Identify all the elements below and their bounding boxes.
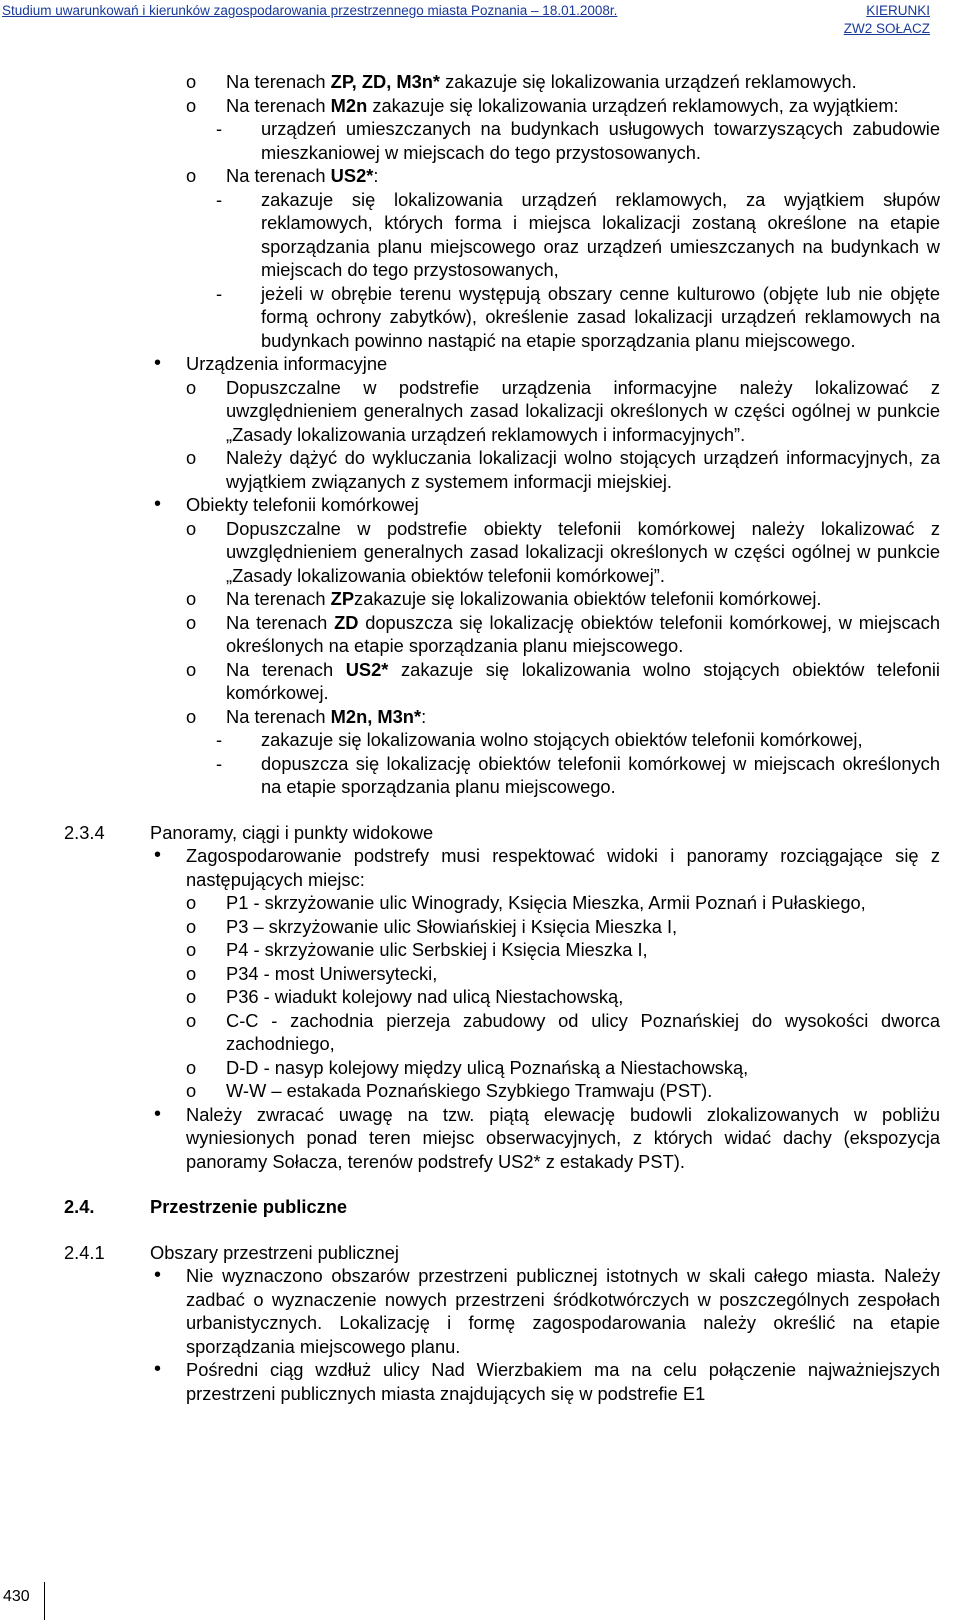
list-item: o Na terenach M2n, M3n*: — [186, 705, 427, 727]
bullet-marker: • — [154, 844, 162, 866]
circle-marker: o — [186, 588, 197, 609]
info-devices-heading: Urządzenia informacyjne — [186, 353, 388, 374]
bullet-item: • Należy zwracać uwagę na tzw. piątą elewację budowli zlokalizowanych w pobliżu wyniesionych ponad teren miejsc obserwacyjnych, z których widać dachy (ekspozycja panoramy Sołacza, terenów podstrefy US2* z estakady PST). — [154, 1102, 940, 1172]
bullet-marker: • — [154, 1102, 162, 1125]
circle-marker: o — [186, 376, 197, 398]
circle-marker: o — [186, 165, 197, 186]
section-title: Obszary przestrzeni publicznej — [150, 1241, 399, 1263]
header-document-title: Studium uwarunkowań i kierunków zagospodarowania przestrzennego miasta Poznania – 18.01.2008r. — [2, 3, 618, 18]
bullet-item — [0, 352, 960, 376]
dash-marker: - — [216, 188, 223, 210]
dash-marker: - — [216, 752, 223, 774]
list-item: o W-W – estakada Poznańskiego Szybkiego Tramwaju (PST). — [186, 1080, 713, 1101]
dash-item: - dopuszcza się lokalizację obiektów telefonii komórkowej w miejscach określonych na etapie sporządzania planu miejscowego. — [216, 752, 940, 797]
circle-marker: o — [186, 892, 197, 913]
circle-marker: o — [186, 986, 197, 1007]
telecom-heading: Obiekty telefonii komórkowej — [186, 494, 419, 515]
list-item: o Dopuszczalne w podstrefie obiekty telefonii komórkowej należy lokalizować z uwzględnieniem generalnych zasad lokalizacji określonych w części ogólnej w punkcie „Zasady lokalizowania obiektów telefonii komórkowej”. — [186, 517, 940, 586]
dash-marker: - — [216, 729, 223, 750]
circle-marker: o — [186, 1080, 197, 1101]
circle-marker: o — [186, 517, 197, 539]
list-item: o P4 - skrzyżowanie ulic Serbskiej i Księcia Mieszka I, — [186, 939, 648, 960]
list-item: o Na terenach US2* zakazuje się lokalizowania wolno stojących obiektów telefonii komórkowej. — [186, 658, 940, 703]
dash-item: - zakazuje się lokalizowania wolno stojących obiektów telefonii komórkowej, — [216, 729, 863, 750]
header-subsection-label: ZW2 SOŁACZ — [843, 21, 930, 36]
page-number-rule — [44, 1582, 45, 1620]
section-number: 2.4. — [64, 1196, 95, 1217]
list-item: o Dopuszczalne w podstrefie urządzenia informacyjne należy lokalizować z uwzględnieniem generalnych zasad lokalizacji określonych w części ogólnej w punkcie „Zasady lokalizowania urządzeń reklamowych i informacyjnych”. — [186, 376, 940, 445]
circle-marker: o — [186, 1009, 197, 1031]
bullet-marker: • — [154, 1264, 162, 1286]
list-item: o Na terenach ZD dopuszcza się lokalizację obiektów telefonii komórkowej, w miejscach określonych na etapie sporządzania planu miejscowego. — [186, 611, 940, 656]
bullet-item: • Pośredni ciąg wzdłuż ulicy Nad Wierzbakiem ma na celu połączenie najważniejszych przestrzeni publicznych miasta znajdujących się w podstrefie E1 — [154, 1358, 940, 1404]
header-section-label: KIERUNKI — [866, 3, 930, 18]
page-header — [0, 0, 960, 44]
list-item: o Na terenach M2n zakazuje się lokalizowania urządzeń reklamowych, za wyjątkiem: — [186, 94, 899, 116]
circle-marker: o — [186, 962, 197, 984]
bullet-marker: • — [154, 1358, 162, 1380]
circle-marker: o — [186, 658, 197, 680]
dash-item: - zakazuje się lokalizowania urządzeń reklamowych, za wyjątkiem słupów reklamowych, których forma i miejsca lokalizacji zostaną określone na etapie sporządzania planu miejscowego oraz urządzeń umieszczanych na budynkach w miejscach do tego przystosowanych, — [216, 188, 940, 280]
section-number: 2.4.1 — [64, 1241, 105, 1263]
section-heading — [0, 1241, 960, 1265]
circle-marker: o — [186, 447, 197, 468]
bullet-marker: • — [154, 352, 162, 374]
list-item: o Na terenach ZP, ZD, M3n* zakazuje się lokalizowania urządzeń reklamowych. — [186, 71, 857, 92]
bullet-item: • Zagospodarowanie podstrefy musi respektować widoki i panoramy rozciągające się z następujących miejsc: — [154, 844, 940, 890]
list-item: o Na terenach ZPzakazuje się lokalizowania obiektów telefonii komórkowej. — [186, 588, 822, 609]
dash-item: - urządzeń umieszczanych na budynkach usługowych towarzyszących zabudowie mieszkaniowej w miejscach do tego przystosowanych. — [216, 118, 940, 163]
circle-marker: o — [186, 1056, 197, 1078]
list-item: o P36 - wiadukt kolejowy nad ulicą Niestachowską, — [186, 986, 624, 1007]
list-item: o Na terenach US2*: — [186, 165, 379, 186]
list-item: o Należy dążyć do wykluczania lokalizacji wolno stojących urządzeń informacyjnych, za wyjątkiem związanych z systemem informacji miejskiej. — [186, 447, 940, 492]
section-number: 2.3.4 — [64, 821, 105, 843]
list-item: o P3 – skrzyżowanie ulic Słowiańskiej i Księcia Mieszka I, — [186, 915, 678, 937]
list-item: o P1 - skrzyżowanie ulic Winogrady, Księcia Mieszka, Armii Poznań i Pułaskiego, — [186, 892, 866, 913]
bullet-item: • Nie wyznaczono obszarów przestrzeni publicznej istotnych w skali całego miasta. Należy zadbać o wyznaczenie nowych przestrzeni śródkotwórczych w poszczególnych zespołach urbanistycznych. Lokalizację i formę zagospodarowania należy określić na etapie sporządzania miejscowego planu. — [154, 1264, 940, 1357]
circle-marker: o — [186, 705, 197, 727]
circle-marker: o — [186, 939, 197, 960]
list-item: o C-C - zachodnia pierzeja zabudowy od ulicy Poznańskiej do wysokości dworca zachodniego, — [186, 1009, 940, 1054]
circle-marker: o — [186, 94, 197, 116]
dash-marker: - — [216, 118, 223, 139]
document-body — [0, 70, 960, 1405]
list-item: o D-D - nasyp kolejowy między ulicą Poznańską a Niestachowską, — [186, 1056, 749, 1078]
dash-marker: - — [216, 282, 223, 304]
circle-marker: o — [186, 915, 197, 937]
circle-marker: o — [186, 611, 197, 633]
section-heading — [0, 821, 960, 845]
page-number: 430 — [3, 1588, 30, 1605]
section-title: Panoramy, ciągi i punkty widokowe — [150, 821, 434, 843]
bullet-marker: • — [154, 493, 162, 515]
list-item: o P34 - most Uniwersytecki, — [186, 962, 438, 984]
dash-item: - jeżeli w obrębie terenu występują obszary cenne kulturowo (objęte lub nie objęte formą ochrony zabytków), określenie zasad lokalizacji urządzeń reklamowych na budynkach powinno nastąpić na etapie sporządzania planu miejscowego. — [216, 282, 940, 351]
bullet-item — [0, 493, 960, 517]
circle-marker: o — [186, 71, 197, 92]
section-heading — [0, 1195, 960, 1219]
section-title: Przestrzenie publiczne — [150, 1196, 348, 1217]
